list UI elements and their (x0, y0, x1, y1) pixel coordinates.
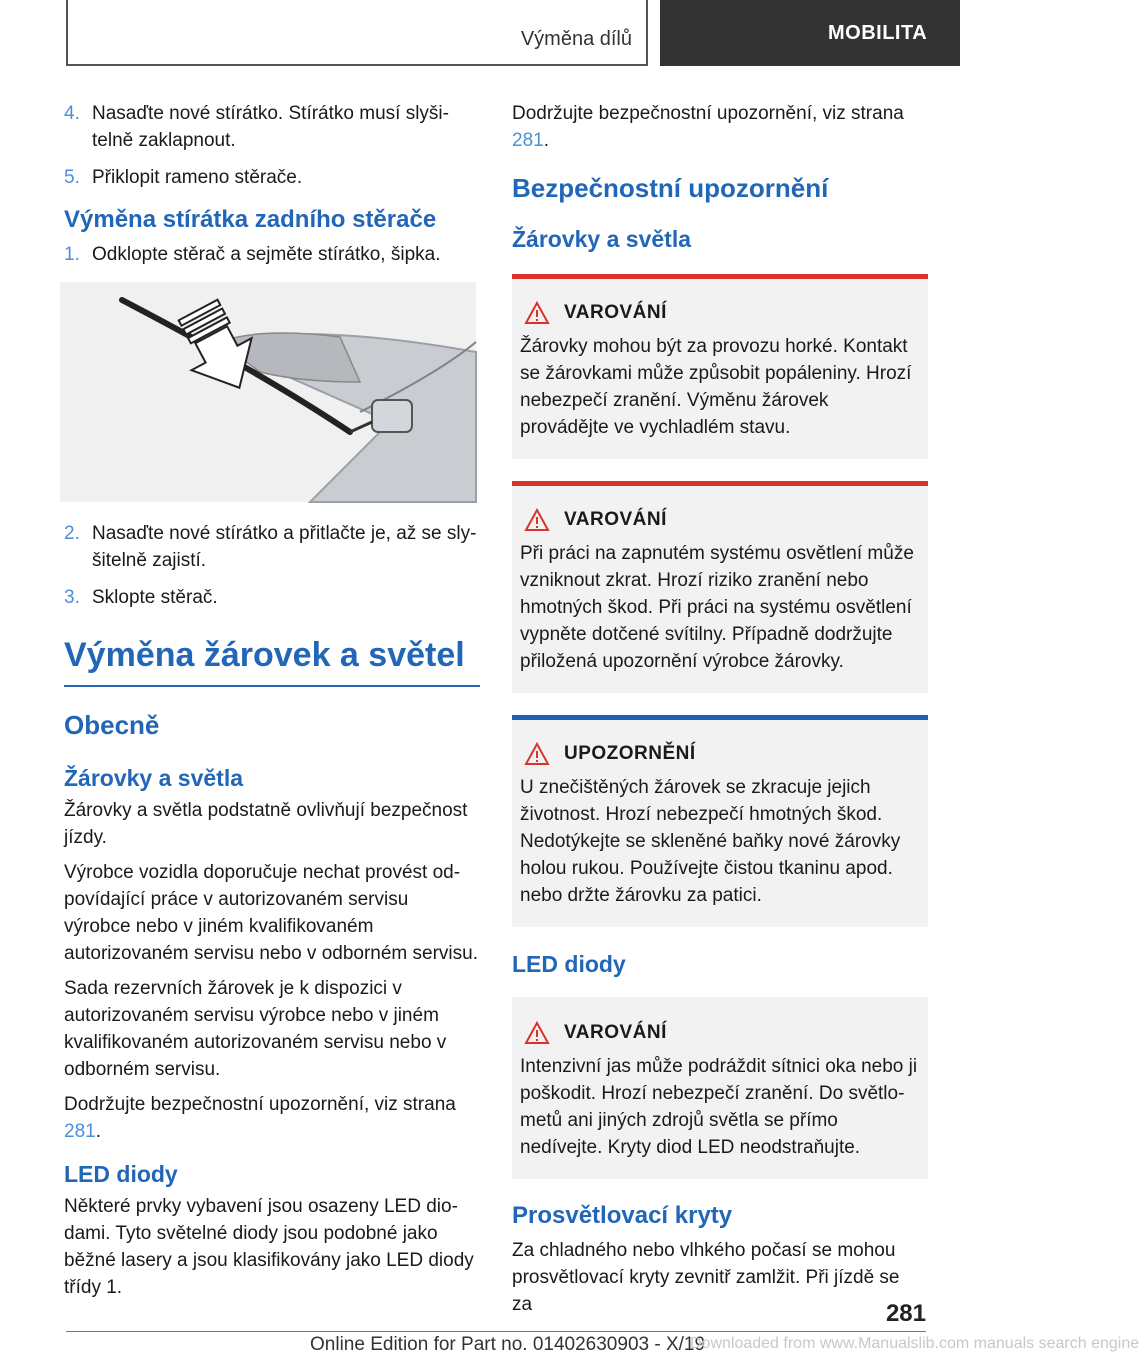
step-number: 5. (64, 167, 80, 188)
paragraph-text: Dodržujte bezpečnostní upozornění, viz strana (512, 103, 904, 124)
step-number: 4. (64, 103, 80, 124)
warning-text: Intenzivní jas může podráždit sítnici oka nebo ji poškodit. Hrozí nebezpečí zranění. Do světlometů ani jiných zdrojů světla se přímo nedívejte. Kryty diod LED neodstraňujte. (520, 1056, 918, 1158)
step-text: Sklopte stěrač. (92, 587, 218, 608)
header-chapter-tab (660, 0, 960, 66)
warning-box (512, 481, 928, 693)
paragraph: Sada rezervních žárovek je k dispozici v autorizovaném servisu výrobce nebo v jiném kvalifikovaném autorizovaném servisu nebo v odborném servisu. (64, 978, 447, 1080)
warning-title (520, 1021, 920, 1045)
step-text: Odklopte stěrač a sejměte stírátko, šipka. (92, 244, 441, 265)
warning-triangle-icon (524, 508, 550, 532)
notice-box (512, 715, 928, 927)
wiper-illustration (60, 282, 476, 502)
warning-triangle-icon (524, 301, 550, 325)
rear-wiper-heading: Výměna stírátka zadního stěrače (64, 206, 437, 233)
covers-heading: Prosvětlovací kryty (512, 1202, 733, 1229)
warning-title-text: VAROVÁNÍ (564, 509, 667, 530)
notice-text: U znečištěných žárovek se zkracuje jejich životnost. Hrozí nebezpečí hmotných škod. Nedotýkejte se skleněné baňky nové žárovky holou rukou. Používejte čistou tkaninu apod. nebo držte žárovku za patici. (520, 777, 901, 906)
chapter-label: MOBILITA (828, 21, 928, 44)
paragraph: Některé prvky vybavení jsou osazeny LED diodami. Tyto světelné diody jsou podobné jako běžné lasery a jsou klasifikovány jako LED diody třídy 1. (64, 1196, 474, 1298)
paragraph (512, 100, 928, 154)
step-item (64, 241, 480, 268)
paragraph (64, 1091, 480, 1145)
bulbs-subheading: Žárovky a světla (64, 765, 244, 791)
safety-heading: Bezpečnostní upozornění (512, 173, 829, 203)
warning-box (512, 997, 928, 1179)
bulbs-subheading: Žárovky a světla (512, 226, 692, 252)
step-list-b (64, 241, 480, 268)
page-link[interactable]: 281 (512, 130, 544, 151)
paragraph: Žárovky a světla podstatně ovlivňují bezpečnost jízdy. (64, 800, 468, 848)
notice-triangle-icon (524, 742, 550, 766)
paragraph-end: . (543, 130, 549, 151)
warning-title (520, 508, 920, 532)
section-rule (64, 685, 480, 687)
warning-title (520, 301, 920, 325)
page-link[interactable]: 281 (64, 1121, 96, 1142)
warning-box (512, 274, 928, 459)
step-item (64, 164, 480, 191)
footer-watermark: Downloaded from www.Manualslib.com manuals search engine (690, 1335, 1139, 1352)
paragraph-text: Dodržujte bezpečnostní upozornění, viz strana (64, 1094, 456, 1115)
step-text: Nasaďte nové stírátko a přitlačte je, až se slyšitelně zajistí. (92, 523, 477, 571)
footer-edition-text: Online Edition for Part no. 01402630903 - X/19 (310, 1334, 706, 1355)
warning-title-text: VAROVÁNÍ (564, 302, 667, 323)
warning-text: Při práci na zapnutém systému osvětlení může vzniknout zkrat. Hrozí riziko zranění nebo hmotných škod. Při práci na systému osvětlení vypněte dotčené svítilny. Případně dodržujte přiložená upozornění výrobce žárovky. (520, 543, 914, 672)
step-number: 2. (64, 523, 80, 544)
step-item (64, 100, 480, 154)
header-left-rule (66, 0, 68, 66)
warning-triangle-icon (524, 1021, 550, 1045)
step-text: Nasaďte nové stírátko. Stírátko musí slyšitelně zaklapnout. (92, 103, 449, 151)
bulbs-section-heading: Výměna žárovek a světel (64, 636, 465, 674)
step-item (64, 520, 480, 574)
wiper-illustration-svg (60, 282, 476, 502)
right-column (512, 100, 928, 1326)
header-section-title: Výměna dílů (520, 28, 632, 50)
footer-rule (66, 1331, 926, 1332)
left-column (64, 100, 480, 1309)
page-number: 281 (885, 1300, 926, 1327)
step-list-c (64, 520, 480, 611)
step-number: 1. (64, 244, 80, 265)
warning-text: Žárovky mohou být za provozu horké. Kontakt se žárovkami může způsobit popáleniny. Hrozí nebezpečí zranění. Výměnu žárovek provádějte ve vychladlém stavu. (520, 336, 912, 438)
header-bottom-rule (66, 64, 648, 66)
led-heading: LED diody (512, 951, 626, 977)
warning-title-text: VAROVÁNÍ (564, 1022, 667, 1043)
step-list-a (64, 100, 480, 191)
step-number: 3. (64, 587, 80, 608)
notice-title-text: UPOZORNĚNÍ (564, 743, 696, 764)
notice-title (520, 742, 920, 766)
general-heading: Obecně (64, 710, 160, 740)
step-item (64, 584, 480, 611)
paragraph: Za chladného nebo vlhkého počasí se mohou prosvětlovací kryty zevnitř zamlžit. Při jízdě se za (512, 1240, 900, 1315)
header-right-rule (646, 0, 648, 66)
led-heading: LED diody (64, 1161, 178, 1187)
paragraph-end: . (95, 1121, 101, 1142)
step-text: Přiklopit rameno stěrače. (92, 167, 303, 188)
paragraph: Výrobce vozidla doporučuje nechat provést odpovídající práce v autorizovaném servisu výrobce nebo v jiném kvalifikovaném autorizovaném servisu nebo v odborném servisu. (64, 862, 478, 964)
footer-edition (310, 1334, 705, 1356)
